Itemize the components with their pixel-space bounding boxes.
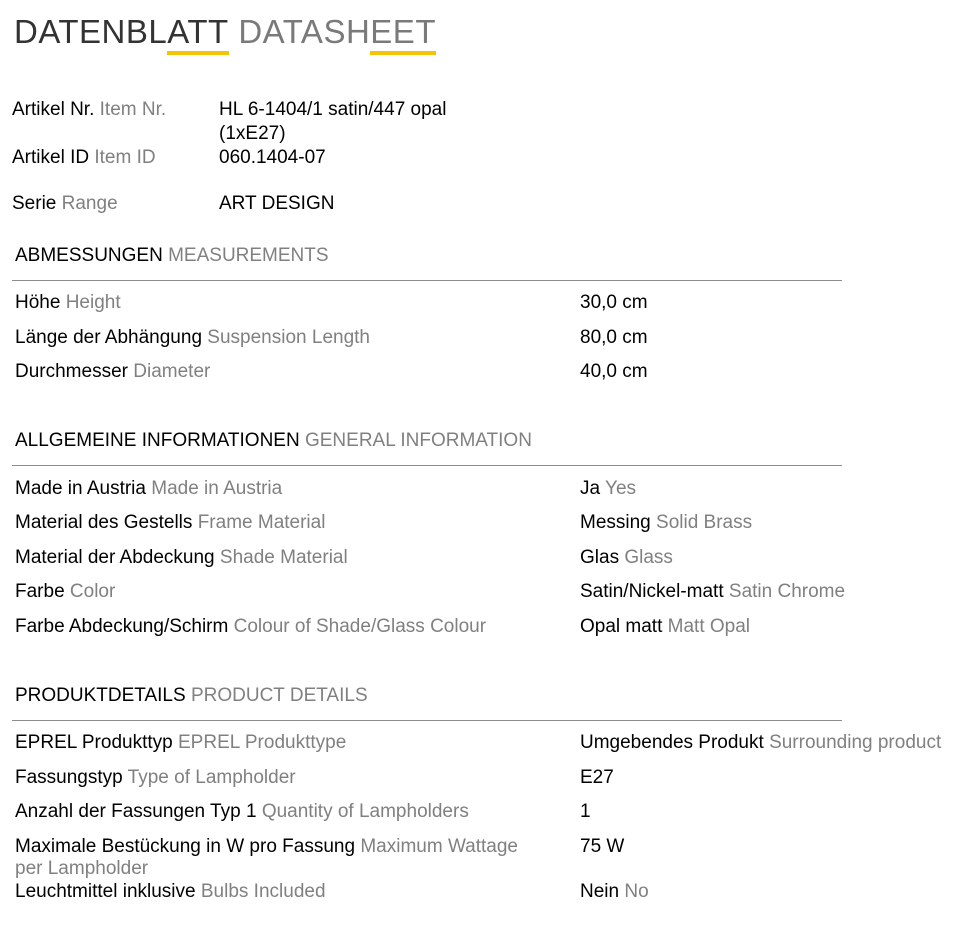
diameter-label: Durchmesser Diameter: [15, 361, 211, 382]
max-wattage-label-cont: per Lampholder: [15, 858, 149, 879]
shade-color-label: Farbe Abdeckung/Schirm Colour of Shade/Glass Colour: [15, 616, 487, 637]
bulbs-included-label: Leuchtmittel inklusive Bulbs Included: [15, 881, 326, 902]
max-wattage-value: 75 W: [580, 836, 625, 857]
suspension-length-value: 80,0 cm: [580, 327, 648, 348]
color-value: Satin/Nickel-matt Satin Chrome: [580, 581, 846, 602]
lampholder-type-value: E27: [580, 767, 614, 788]
lampholder-quantity-label: Anzahl der Fassungen Typ 1 Quantity of Lampholders: [15, 801, 469, 822]
item-id-value: 060.1404-07: [219, 147, 326, 168]
color-label: Farbe Color: [15, 581, 116, 602]
bulbs-included-value: Nein No: [580, 881, 649, 902]
general-info-heading: ALLGEMEINE INFORMATIONEN GENERAL INFORMATION: [15, 430, 532, 451]
eprel-type-value: Umgebendes Produkt Surrounding product: [580, 732, 942, 753]
title-de-underlined: ATT: [167, 13, 229, 50]
range-label: Serie Range: [12, 193, 118, 214]
suspension-length-label: Länge der Abhängung Suspension Length: [15, 327, 370, 348]
shade-color-value: Opal matt Matt Opal: [580, 616, 751, 637]
shade-material-label: Material der Abdeckung Shade Material: [15, 547, 348, 568]
lampholder-quantity-value: 1: [580, 801, 591, 822]
measurements-divider: [12, 280, 842, 281]
product-details-heading: PRODUKTDETAILS PRODUCT DETAILS: [15, 685, 368, 706]
item-id-label: Artikel ID Item ID: [12, 147, 156, 168]
product-details-divider: [12, 720, 842, 721]
frame-material-value: Messing Solid Brass: [580, 512, 753, 533]
lampholder-type-label: Fassungstyp Type of Lampholder: [15, 767, 296, 788]
title-en-part: DATASH: [238, 13, 371, 50]
item-nr-label: Artikel Nr. Item Nr.: [12, 99, 167, 120]
general-info-divider: [12, 465, 842, 466]
range-value: ART DESIGN: [219, 193, 335, 214]
height-value: 30,0 cm: [580, 292, 648, 313]
frame-material-label: Material des Gestells Frame Material: [15, 512, 326, 533]
made-in-austria-value: Ja Yes: [580, 478, 637, 499]
title-en-underlined: EET: [370, 13, 436, 50]
made-in-austria-label: Made in Austria Made in Austria: [15, 478, 283, 499]
eprel-type-label: EPREL Produkttyp EPREL Produkttype: [15, 732, 347, 753]
title-de-part: DATENBL: [14, 13, 168, 50]
shade-material-value: Glas Glass: [580, 547, 673, 568]
datasheet-title: [14, 12, 436, 52]
measurements-heading: ABMESSUNGEN MEASUREMENTS: [15, 245, 329, 266]
height-label: Höhe Height: [15, 292, 121, 313]
item-nr-value: HL 6-1404/1 satin/447 opal: [219, 99, 447, 120]
max-wattage-label: Maximale Bestückung in W pro Fassung Maximum Wattage: [15, 836, 518, 857]
diameter-value: 40,0 cm: [580, 361, 648, 382]
item-nr-value-cont: (1xE27): [219, 123, 286, 144]
